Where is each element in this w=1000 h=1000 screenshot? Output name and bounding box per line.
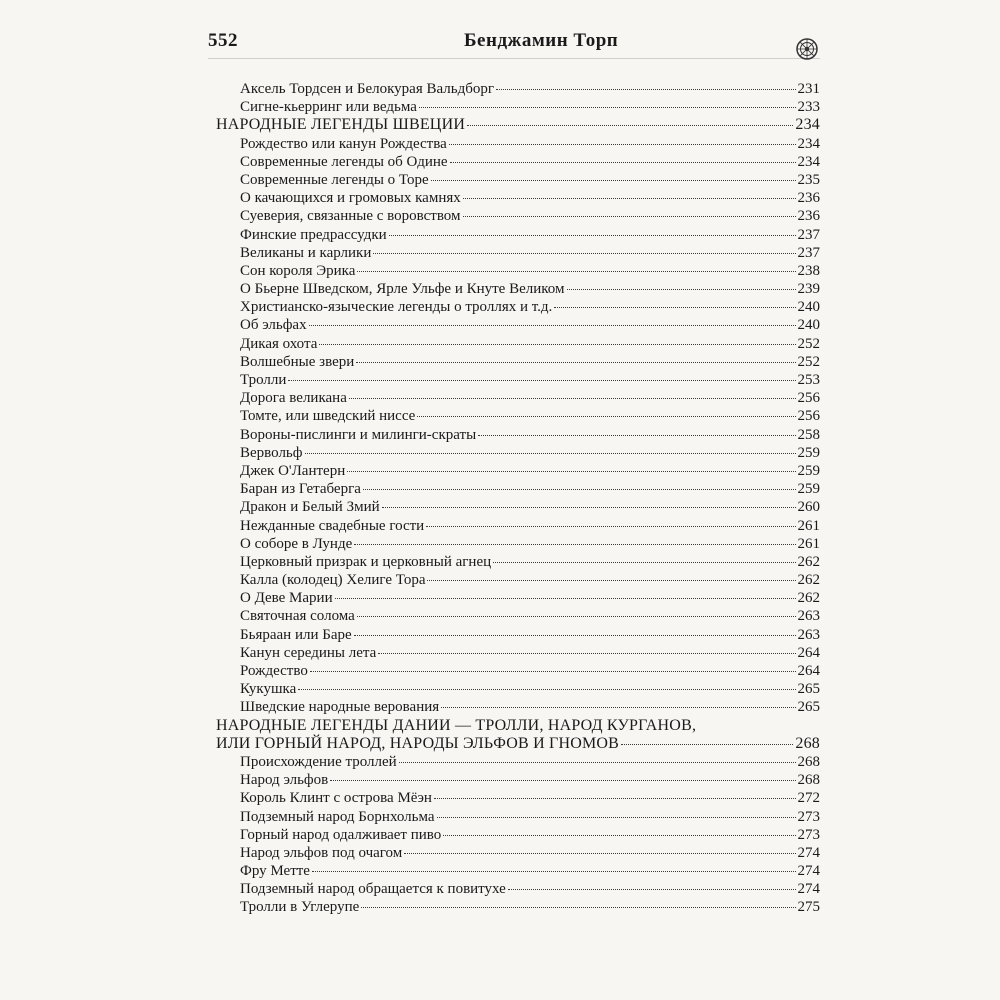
- page-number: 552: [208, 30, 238, 51]
- toc-title: Великаны и карлики: [240, 244, 372, 261]
- toc-title: Народ эльфов: [240, 772, 329, 789]
- toc-page-number: 274: [797, 881, 820, 898]
- toc-page-number: 262: [797, 553, 820, 570]
- toc-page-number: 268: [797, 753, 820, 770]
- toc-title: Дракон и Белый Змий: [240, 499, 380, 516]
- toc-page-number: 261: [797, 535, 820, 552]
- toc-entry: [216, 571, 820, 589]
- toc-entry: [216, 898, 820, 916]
- dot-leader: [441, 707, 795, 708]
- toc-title: Фру Метте: [240, 863, 310, 880]
- toc-entry: [216, 626, 820, 644]
- toc-title: Шведские народные верования: [240, 699, 440, 716]
- toc-entry: [216, 189, 820, 207]
- toc-entry: [216, 862, 820, 880]
- toc-entry: [216, 535, 820, 553]
- dot-leader: [478, 435, 795, 436]
- toc-entry: [216, 262, 820, 280]
- dot-leader: [567, 289, 796, 290]
- dot-leader: [382, 507, 796, 508]
- dot-leader: [330, 780, 795, 781]
- toc-page-number: 272: [797, 790, 820, 807]
- toc-entry: [216, 80, 820, 98]
- toc-entry: [216, 517, 820, 535]
- toc-page-number: 273: [797, 826, 820, 843]
- toc-page-number: 263: [797, 626, 820, 643]
- toc-entry: [216, 662, 820, 680]
- toc-title: ИЛИ ГОРНЫЙ НАРОД, НАРОДЫ ЭЛЬФОВ И ГНОМОВ: [216, 734, 620, 752]
- toc-entry: [216, 244, 820, 262]
- toc-section-heading: [216, 735, 820, 753]
- toc-page-number: 265: [797, 681, 820, 698]
- dot-leader: [443, 835, 795, 836]
- toc-entry: [216, 589, 820, 607]
- dot-leader: [426, 526, 795, 527]
- dot-leader: [463, 216, 796, 217]
- dot-leader: [310, 671, 796, 672]
- toc-entry: [216, 335, 820, 353]
- toc-page-number: 235: [797, 171, 820, 188]
- dot-leader: [389, 235, 796, 236]
- toc-entry: [216, 389, 820, 407]
- toc-page-number: 252: [797, 335, 820, 352]
- toc-entry: [216, 226, 820, 244]
- toc-page-number: 231: [797, 81, 820, 97]
- toc-title: Вороны-пислинги и милинги-скраты: [240, 426, 477, 443]
- running-title: Бенджамин Торп: [464, 30, 619, 51]
- toc-page-number: 264: [797, 663, 820, 679]
- toc-title: О качающихся и громовых камнях: [240, 190, 461, 207]
- dot-leader: [463, 198, 796, 199]
- toc-page-number: 260: [797, 499, 820, 516]
- toc-entry: [216, 316, 820, 334]
- toc-title: Король Клинт с острова Мёэн: [240, 790, 432, 807]
- toc-page-number: 261: [797, 517, 820, 534]
- dot-leader: [419, 107, 796, 108]
- dot-leader: [357, 271, 795, 272]
- toc-title: Об эльфах: [240, 317, 307, 334]
- toc-page-number: 240: [797, 317, 820, 334]
- dot-leader: [356, 362, 795, 363]
- toc-title: Финские предрассудки: [240, 226, 387, 243]
- dot-leader: [363, 489, 796, 490]
- dot-leader: [496, 89, 795, 90]
- dot-leader: [399, 762, 796, 763]
- toc-page-number: 273: [797, 808, 820, 825]
- dot-leader: [373, 253, 795, 254]
- dot-leader: [298, 689, 795, 690]
- toc-title: Канун середины лета: [240, 644, 377, 661]
- toc-title: О Бьерне Шведском, Ярле Ульфе и Кнуте Великом: [240, 281, 565, 298]
- toc-page-number: 233: [797, 99, 820, 116]
- toc-entry: [216, 207, 820, 225]
- toc-title: О соборе в Лунде: [240, 535, 353, 552]
- toc-page-number: 234: [797, 153, 820, 170]
- toc-page-number: 237: [797, 226, 820, 243]
- toc-entry: [216, 826, 820, 844]
- dot-leader: [378, 653, 795, 654]
- toc-page-number: 268: [797, 772, 820, 789]
- dot-leader: [427, 580, 795, 581]
- toc-section-heading: [216, 717, 820, 735]
- toc-page-number: 262: [797, 572, 820, 589]
- dot-leader: [437, 817, 796, 818]
- toc-entry: [216, 771, 820, 789]
- toc-title: Джек О'Лантерн: [240, 462, 346, 479]
- toc-title: Томте, или шведский ниссе: [240, 408, 416, 425]
- toc-entry: [216, 698, 820, 716]
- toc-entry: [216, 153, 820, 171]
- toc-entry: [216, 462, 820, 480]
- toc-page-number: 263: [797, 608, 820, 625]
- toc-page-number: 258: [797, 426, 820, 443]
- toc-title: Современные легенды об Одине: [240, 153, 448, 170]
- dot-leader: [335, 598, 796, 599]
- toc-title: НАРОДНЫЕ ЛЕГЕНДЫ ДАНИИ — ТРОЛЛИ, НАРОД КУРГАНОВ,: [216, 716, 697, 734]
- dot-leader: [354, 544, 795, 545]
- toc-page-number: 236: [797, 208, 820, 225]
- toc-title: Рождество: [240, 663, 308, 679]
- toc-title: Сигне-кьерринг или ведьма: [240, 99, 417, 116]
- toc-title: Аксель Тордсен и Белокурая Вальдборг: [240, 81, 495, 97]
- table-of-contents: [216, 80, 820, 917]
- toc-page-number: 259: [797, 462, 820, 479]
- toc-entry: [216, 844, 820, 862]
- dot-leader: [493, 562, 795, 563]
- dot-leader: [347, 471, 795, 472]
- toc-title: Горный народ одалживает пиво: [240, 826, 442, 843]
- toc-page-number: 234: [795, 116, 820, 134]
- dot-leader: [404, 853, 795, 854]
- toc-title: Волшебные звери: [240, 353, 355, 370]
- toc-entry: [216, 353, 820, 371]
- dot-leader: [434, 798, 796, 799]
- dot-leader: [288, 380, 795, 381]
- toc-page-number: 238: [797, 262, 820, 279]
- toc-title: Подземный народ обращается к повитухе: [240, 881, 506, 898]
- toc-entry: [216, 280, 820, 298]
- toc-title: Нежданные свадебные гости: [240, 517, 425, 534]
- toc-page-number: 265: [797, 699, 820, 716]
- toc-page-number: 259: [797, 444, 820, 461]
- toc-page-number: 234: [797, 135, 820, 152]
- toc-entry: [216, 371, 820, 389]
- rosette-icon: [796, 38, 818, 60]
- toc-title: Дикая охота: [240, 335, 318, 352]
- toc-page-number: 253: [797, 372, 820, 388]
- toc-page-number: 256: [797, 408, 820, 425]
- toc-page-number: 275: [797, 899, 820, 916]
- toc-page-number: 239: [797, 281, 820, 298]
- toc-title: НАРОДНЫЕ ЛЕГЕНДЫ ШВЕЦИИ: [216, 116, 466, 134]
- toc-entry: [216, 498, 820, 516]
- toc-entry: [216, 135, 820, 153]
- toc-page-number: 236: [797, 190, 820, 207]
- toc-title: Суеверия, связанные с воровством: [240, 208, 461, 225]
- toc-page-number: 259: [797, 481, 820, 498]
- toc-title: Подземный народ Борнхольма: [240, 808, 435, 825]
- dot-leader: [312, 871, 796, 872]
- toc-title: Калла (колодец) Хелиге Тора: [240, 572, 426, 589]
- toc-title: О Деве Марии: [240, 590, 333, 607]
- toc-page-number: 240: [797, 299, 820, 316]
- toc-page-number: 274: [797, 844, 820, 861]
- dot-leader: [554, 307, 795, 308]
- dot-leader: [508, 889, 796, 890]
- toc-entry: [216, 789, 820, 807]
- dot-leader: [450, 162, 796, 163]
- toc-title: Дорога великана: [240, 390, 347, 407]
- dot-leader: [349, 398, 796, 399]
- toc-title: Кукушка: [240, 681, 297, 698]
- toc-page-number: 237: [797, 244, 820, 261]
- toc-entry: [216, 880, 820, 898]
- toc-page-number: 262: [797, 590, 820, 607]
- toc-title: Святочная солома: [240, 608, 355, 625]
- toc-page-number: 264: [797, 644, 820, 661]
- dot-leader: [361, 907, 795, 908]
- toc-entry: [216, 444, 820, 462]
- toc-entry: [216, 407, 820, 425]
- dot-leader: [309, 325, 796, 326]
- toc-title: Вервольф: [240, 444, 303, 461]
- toc-page-number: 252: [797, 353, 820, 370]
- dot-leader: [431, 180, 796, 181]
- toc-entry: [216, 553, 820, 571]
- toc-entry: [216, 426, 820, 444]
- dot-leader: [467, 125, 793, 126]
- toc-entry: [216, 808, 820, 826]
- toc-title: Современные легенды о Торе: [240, 171, 429, 188]
- toc-entry: [216, 680, 820, 698]
- toc-entry: [216, 644, 820, 662]
- dot-leader: [319, 344, 795, 345]
- toc-title: Тролли в Углерупе: [240, 899, 360, 916]
- toc-page-number: 268: [795, 734, 820, 752]
- toc-entry: [216, 171, 820, 189]
- page-header: [208, 28, 820, 62]
- toc-entry: [216, 753, 820, 771]
- dot-leader: [621, 744, 793, 745]
- toc-entry: [216, 480, 820, 498]
- toc-title: Христианско-языческие легенды о троллях и т.д.: [240, 299, 553, 316]
- toc-entry: [216, 607, 820, 625]
- dot-leader: [417, 416, 795, 417]
- dot-leader: [357, 616, 796, 617]
- header-rule: [208, 58, 820, 59]
- toc-title: Тролли: [240, 372, 287, 388]
- toc-section-heading: [216, 116, 820, 134]
- toc-entry: [216, 298, 820, 316]
- dot-leader: [354, 635, 796, 636]
- toc-title: Баран из Гетаберга: [240, 481, 361, 498]
- toc-title: Сон короля Эрика: [240, 262, 356, 279]
- toc-title: Происхождение троллей: [240, 753, 397, 770]
- dot-leader: [449, 144, 796, 145]
- toc-title: Рождество или канун Рождества: [240, 135, 447, 152]
- toc-page-number: 256: [797, 390, 820, 407]
- dot-leader: [305, 453, 796, 454]
- toc-page-number: 274: [797, 863, 820, 880]
- toc-title: Народ эльфов под очагом: [240, 844, 403, 861]
- toc-title: Церковный призрак и церковный агнец: [240, 553, 492, 570]
- toc-entry: [216, 98, 820, 116]
- toc-title: Бьяраан или Баре: [240, 626, 352, 643]
